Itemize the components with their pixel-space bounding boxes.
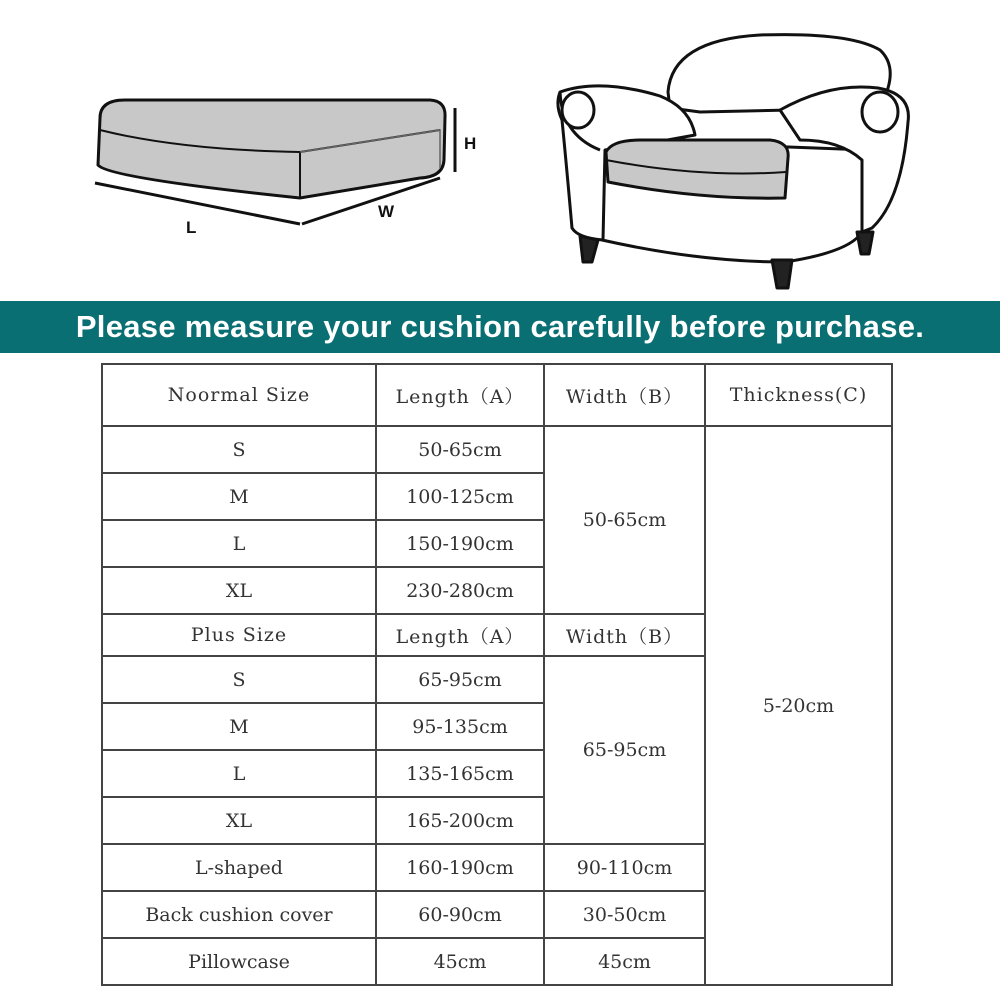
size-cell: XL	[102, 797, 376, 844]
header-normal-size: Noormal Size	[102, 364, 376, 426]
width-cell: 30-50cm	[544, 891, 705, 938]
header-plus-size: Plus Size	[102, 614, 376, 656]
normal-width-cell: 50-65cm	[544, 426, 705, 614]
banner-text: Please measure your cushion carefully before purchase.	[75, 309, 925, 344]
length-cell: 95-135cm	[376, 703, 544, 750]
length-cell: 230-280cm	[376, 567, 544, 614]
size-cell: M	[102, 703, 376, 750]
size-cell: S	[102, 656, 376, 703]
length-cell: 135-165cm	[376, 750, 544, 797]
header-length: Length（A）	[376, 364, 544, 426]
length-cell: 45cm	[376, 938, 544, 985]
size-cell: L	[102, 750, 376, 797]
header-length: Length（A）	[376, 614, 544, 656]
plus-width-cell: 65-95cm	[544, 656, 705, 844]
size-cell: L-shaped	[102, 844, 376, 891]
width-label: W	[378, 202, 395, 221]
armchair-illustration	[558, 35, 909, 288]
table-header-row	[102, 364, 892, 426]
cushion-diagram	[95, 100, 455, 224]
length-cell: 100-125cm	[376, 473, 544, 520]
table-row	[102, 426, 892, 473]
length-cell: 50-65cm	[376, 426, 544, 473]
length-cell: 160-190cm	[376, 844, 544, 891]
size-cell: Back cushion cover	[102, 891, 376, 938]
width-cell: 90-110cm	[544, 844, 705, 891]
size-cell: L	[102, 520, 376, 567]
size-chart-table	[101, 363, 893, 985]
header-thickness: Thickness(C)	[705, 364, 892, 426]
size-cell: M	[102, 473, 376, 520]
length-cell: 65-95cm	[376, 656, 544, 703]
header-width: Width（B）	[544, 614, 705, 656]
header-width: Width（B）	[544, 364, 705, 426]
length-cell: 150-190cm	[376, 520, 544, 567]
instruction-banner	[0, 301, 1000, 353]
thickness-cell: 5-20cm	[705, 426, 892, 985]
size-cell: S	[102, 426, 376, 473]
size-cell: XL	[102, 567, 376, 614]
size-cell: Pillowcase	[102, 938, 376, 985]
length-cell: 60-90cm	[376, 891, 544, 938]
illustrations	[0, 0, 1000, 300]
measurement-illustrations	[0, 0, 1000, 300]
height-label: H	[464, 134, 477, 153]
length-label: L	[186, 218, 197, 237]
length-cell: 165-200cm	[376, 797, 544, 844]
width-cell: 45cm	[544, 938, 705, 985]
